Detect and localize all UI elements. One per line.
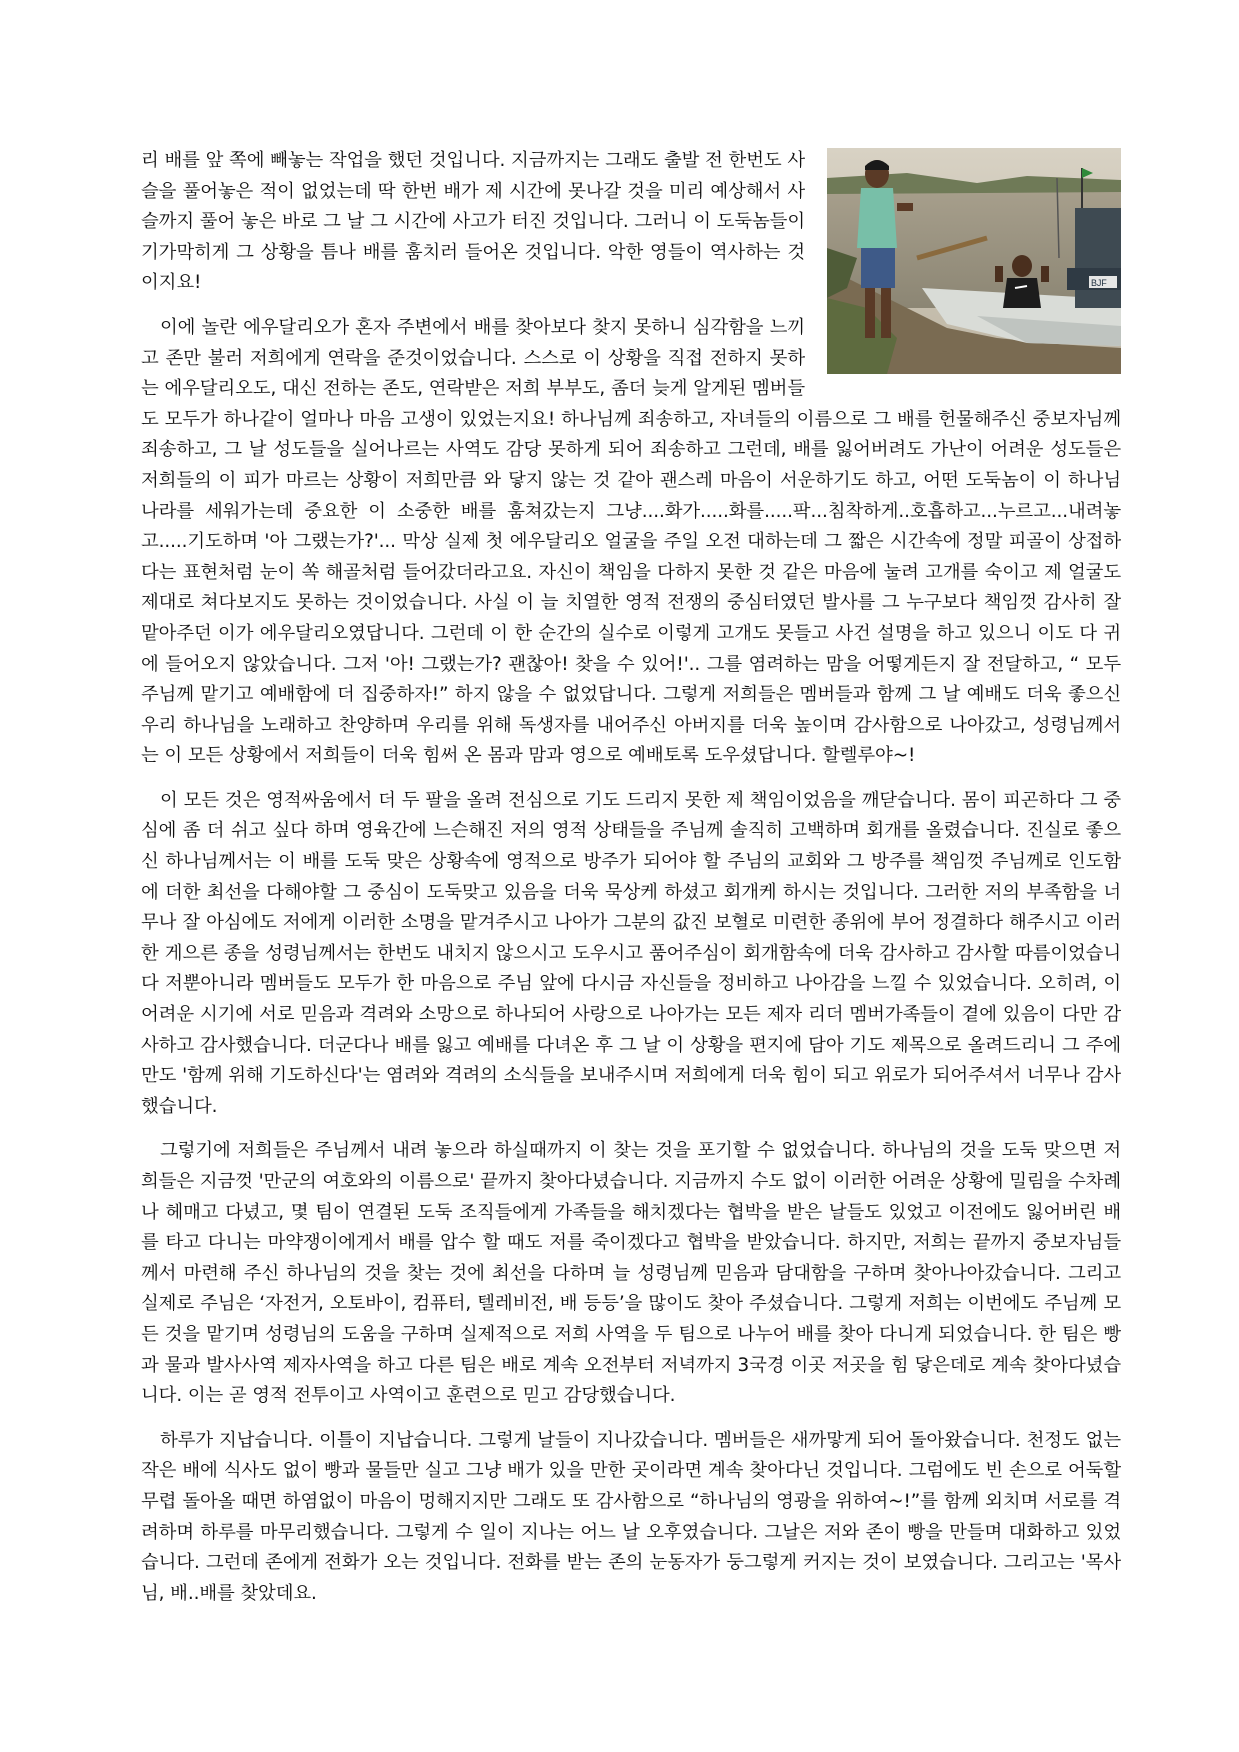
paragraph-4: 그렇기에 저희들은 주님께서 내려 놓으라 하실때까지 이 찾는 것을 포기할 수 없었습니다. 하나님의 것을 도둑 맞으면 저희들은 지금껏 '만군의 여호와의 이름으로' 끝까지 찾아다녔습니다. 지금까지 수도 없이 이러한 어려운 상황에 밀림을 수차례나 헤매고 다녔고, 몇 팀이 연결된 도둑 조직들에게 가족들을 해치겠다는 협박을 받은 날들도 있었고 이전에도 잃어버린 배를 타고 다니는 마약쟁이에게서 배를 압수 할 때도 저를 죽이겠다고 협박을 받았습니다. 하지만, 저희는 끝까지 중보자님들께서 마련해 주신 하나님의 것을 찾는 것에 최선을 다하며 늘 성령님께 믿음과 담대함을 구하며 찾아나아갔습니다. 그리고 실제로 주님은 ‘자전거, 오토바이, 컴퓨터, 텔레비전, 배 등등’을 많이도 찾아 주셨습니다. 그렇게 저희는 이번에도 주님께 모든 것을 맡기며 성령님의 도움을 구하며 실제적으로 저희 사역을 두 팀으로 나누어 배를 찾아 다니게 되었습니다. 한 팀은 빵과 물과 발사사역 제자사역을 하고 다른 팀은 배로 계속 오전부터 저녁까지 3국경 이곳 저곳을 힘 닿은데로 계속 찾아다녔습니다. 이는 곧 영적 전투이고 사역이고 훈련으로 믿고 감당했습니다. [141, 1140, 1121, 1407]
svg-text:BJF: BJF [1091, 278, 1107, 288]
letter-body [141, 146, 1121, 1623]
river-boat-photo-icon [827, 148, 1121, 374]
paragraph-1: 리 배를 앞 쪽에 빼놓는 작업을 했던 것입니다. 지금까지는 그래도 출발 전 한번도 사슬을 풀어놓은 적이 없었는데 딱 한번 배가 제 시간에 못나갈 것을 미리 예상해서 사슬까지 풀어 놓은 바로 그 날 그 시간에 사고가 터진 것입니다. 그러니 이 도둑놈들이 기가막히게 그 상황을 틈나 배를 훔치러 들어온 것입니다. 악한 영들이 역사하는 것이지요! [141, 150, 805, 294]
river-boat-photo [827, 148, 1121, 374]
paragraph-2: 이에 놀란 에우달리오가 혼자 주변에서 배를 찾아보다 찾지 못하니 심각함을 느끼고 존만 불러 저희에게 연락을 준것이었습니다. 스스로 이 상황을 직접 전하지 못하는 에우달리오도, 대신 전하는 존도, 연락받은 저희 부부도, 좀더 늦게 알게된 멤버들도 모두가 하나같이 얼마나 마음 고생이 있었는지요! 하나님께 죄송하고, 자녀들의 이름으로 그 배를 헌물해주신 중보자님께 죄송하고, 그 날 성도들을 실어나르는 사역도 감당 못하게 되어 죄송하고 그런데, 배를 잃어버려도 가난이 어려운 성도들은 저희들의 이 피가 마르는 상황이 저희만큼 와 닿지 않는 것 같아 괜스레 마음이 서운하기도 하고, 어떤 도둑놈이 이 하나님 나라를 세워가는데 중요한 이 소중한 배를 훔쳐갔는지 그냥....화가.....화를.....팍...침착하게..호흡하고...누르고...내려놓고.....기도하며 '아 그랬는가?'... 막상 실제 첫 에우달리오 얼굴을 주일 오전 대하는데 그 짧은 시간속에 정말 피골이 상접하다는 표현처럼 눈이 쏙 해골처럼 들어갔더라고요. 자신이 책임을 다하지 못한 것 같은 마음에 눌려 고개를 숙이고 제 얼굴도 제대로 쳐다보지도 못하는 것이었습니다. 사실 이 늘 치열한 영적 전쟁의 중심터였던 발사를 그 누구보다 책임껏 감사히 잘 맡아주던 이가 에우달리오였답니다. 그런데 이 한 순간의 실수로 이렇게 고개도 못들고 사건 설명을 하고 있으니 이도 다 귀에 들어오지 않았습니다. 그저 '아! 그랬는가? 괜찮아! 찾을 수 있어!'.. 그를 염려하는 맘을 어떻게든지 잘 전달하고, “ 모두 주님께 맡기고 예배함에 더 집중하자!” 하지 않을 수 없었답니다. 그렇게 저희들은 멤버들과 함께 그 날 예배도 더욱 좋으신 우리 하나님을 노래하고 찬양하며 우리를 위해 독생자를 내어주신 아버지를 더욱 높이며 감사함으로 나아갔고, 성령님께서는 이 모든 상황에서 저희들이 더욱 힘써 온 몸과 맘과 영으로 예배토록 도우셨답니다. 할렐루야~! [141, 316, 1121, 767]
paragraph-5: 하루가 지납습니다. 이틀이 지납습니다. 그렇게 날들이 지나갔습니다. 멤버들은 새까맣게 되어 돌아왔습니다. 천정도 없는 작은 배에 식사도 없이 빵과 물들만 실고 그냥 배가 있을 만한 곳이라면 계속 찾아다닌 것입니다. 그럼에도 빈 손으로 어둑할 무렵 돌아올 때면 하염없이 마음이 멍해지지만 그래도 또 감사함으로 “하나님의 영광을 위하여~!”를 함께 외치며 서로를 격려하며 하루를 마무리했습니다. 그렇게 수 일이 지나는 어느 날 오후였습니다. 그날은 저와 존이 빵을 만들며 대화하고 있었습니다. 그런데 존에게 전화가 오는 것입니다. 전화를 받는 존의 눈동자가 둥그렇게 커지는 것이 보였습니다. 그리고는 '목사님, 배..배를 찾았데요. [141, 1429, 1121, 1604]
paragraph-3: 이 모든 것은 영적싸움에서 더 두 팔을 올려 전심으로 기도 드리지 못한 제 책임이었음을 깨닫습니다. 몸이 피곤하다 그 중심에 좀 더 쉬고 싶다 하며 영육간에 느슨해진 저의 영적 상태들을 주님께 솔직히 고백하며 회개를 올렸습니다. 진실로 좋으신 하나님께서는 이 배를 도둑 맞은 상황속에 영적으로 방주가 되어야 할 주님의 교회와 그 방주를 책임껏 주님께로 인도함에 더한 최선을 다해야할 그 중심이 도둑맞고 있음을 더욱 묵상케 하셨고 회개케 하시는 것입니다. 그러한 저의 부족함을 너무나 잘 아심에도 저에게 이러한 소명을 맡겨주시고 나아가 그분의 값진 보혈로 미련한 종위에 부어 정결하다 해주시고 이러한 게으른 종을 성령님께서는 한번도 내치지 않으시고 도우시고 품어주심이 회개함속에 더욱 감사하고 감사할 따름이었습니다 저뿐아니라 멤버들도 모두가 한 마음으로 주님 앞에 다시금 자신들을 정비하고 나아감을 느낄 수 있었습니다. 오히려, 이 어려운 시기에 서로 믿음과 격려와 소망으로 하나되어 사랑으로 나아가는 모든 제자 리더 멤버가족들이 곁에 있음이 다만 감사하고 감사했습니다. 더군다나 배를 잃고 예배를 다녀온 후 그 날 이 상황을 편지에 담아 기도 제목으로 올려드리니 그 주에만도 '함께 위해 기도하신다'는 염려와 격려의 소식들을 보내주시며 저희에게 더욱 힘이 되고 위로가 되어주셔서 너무나 감사했습니다. [141, 789, 1121, 1117]
